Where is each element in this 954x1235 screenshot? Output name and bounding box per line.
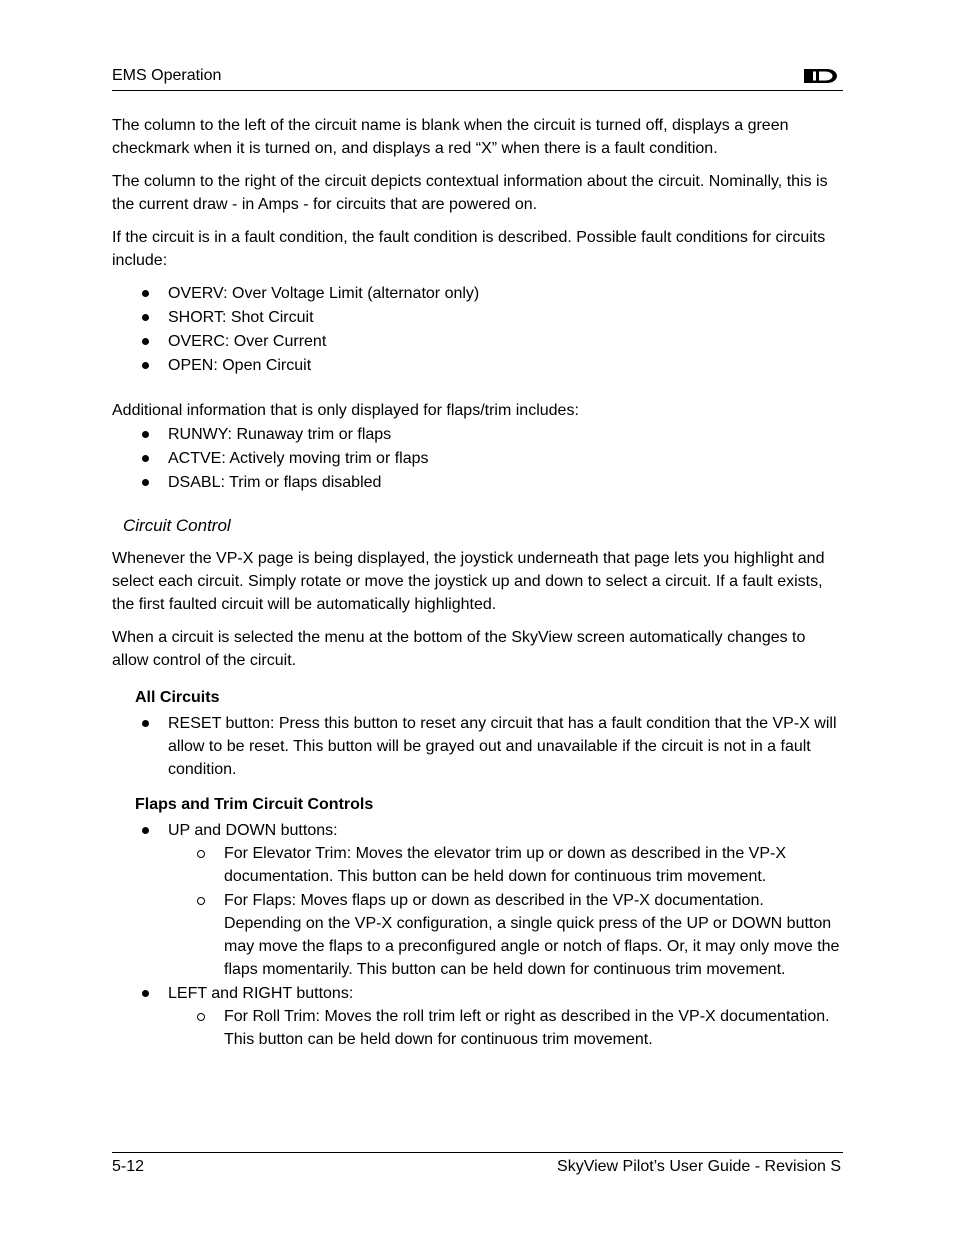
page-number: 5-12 bbox=[112, 1158, 145, 1175]
sub-list bbox=[112, 1005, 844, 1051]
flaps-trim-heading: Flaps and Trim Circuit Controls bbox=[135, 796, 374, 813]
paragraph: When a circuit is selected the menu at the bottom of the SkyView screen automatically changes to allow control of the circuit. bbox=[112, 629, 806, 669]
left-right-label: LEFT and RIGHT buttons: bbox=[168, 985, 354, 1002]
list-item: DSABL: Trim or flaps disabled bbox=[112, 471, 844, 494]
all-circuits-heading: All Circuits bbox=[135, 689, 220, 706]
circuit-control-heading: Circuit Control bbox=[123, 516, 231, 535]
guide-title: SkyView Pilot’s User Guide - Revision S bbox=[557, 1158, 841, 1175]
sub-list-item: For Roll Trim: Moves the roll trim left or right as described in the VP-X documentation. This button can be held down for continuous trim movement. bbox=[112, 1005, 844, 1051]
page-content bbox=[112, 114, 844, 1052]
list-item: RUNWY: Runaway trim or flaps bbox=[112, 423, 844, 446]
paragraph: Whenever the VP-X page is being displayed, the joystick underneath that page lets you highlight and select each circuit. Simply rotate or move the joystick up and down to select a circuit. If a fault exists, the first faulted circuit will be automatically highlighted. bbox=[112, 550, 825, 613]
list-item: OVERV: Over Voltage Limit (alternator only) bbox=[112, 282, 844, 305]
up-down-label: UP and DOWN buttons: bbox=[168, 822, 338, 839]
sub-list bbox=[112, 842, 844, 981]
sub-list-item: For Flaps: Moves flaps up or down as described in the VP-X documentation. Depending on the VP-X configuration, a single quick press of the UP or DOWN button may move the flaps to a preconfigured angle or notch of flaps. Or, it may only move the flaps momentarily. This button can be held down for continuous trim movement. bbox=[112, 889, 844, 981]
page-header bbox=[112, 62, 843, 91]
fault-conditions-list bbox=[112, 282, 844, 377]
paragraph: The column to the left of the circuit name is blank when the circuit is turned off, displays a green checkmark when it is turned on, and displays a red “X” when there is a fault condition. bbox=[112, 117, 789, 157]
sub-list-item: For Elevator Trim: Moves the elevator trim up or down as described in the VP-X documentation. This button can be held down for continuous trim movement. bbox=[112, 842, 844, 888]
list-item bbox=[112, 819, 844, 981]
paragraph: If the circuit is in a fault condition, the fault condition is described. Possible fault conditions for circuits include: bbox=[112, 229, 826, 269]
list-item: ACTVE: Actively moving trim or flaps bbox=[112, 447, 844, 470]
list-item: RESET button: Press this button to reset any circuit that has a fault condition that the VP-X will allow to be reset. This button will be grayed out and unavailable if the circuit is not in a fault condition. bbox=[112, 712, 844, 781]
page-footer bbox=[112, 1152, 843, 1175]
flaps-trim-info-list bbox=[112, 423, 844, 494]
section-title: EMS Operation bbox=[112, 67, 222, 84]
paragraph: Additional information that is only displayed for flaps/trim includes: bbox=[112, 402, 579, 419]
list-item: SHORT: Shot Circuit bbox=[112, 306, 844, 329]
all-circuits-list bbox=[112, 712, 844, 781]
list-item: OVERC: Over Current bbox=[112, 330, 844, 353]
dynon-logo-icon bbox=[801, 66, 841, 86]
list-item: OPEN: Open Circuit bbox=[112, 354, 844, 377]
list-item bbox=[112, 982, 844, 1051]
paragraph: The column to the right of the circuit depicts contextual information about the circuit. Nominally, this is the current draw - in Amps - for circuits that are powered on. bbox=[112, 173, 828, 213]
flaps-trim-controls-list bbox=[112, 819, 844, 1051]
